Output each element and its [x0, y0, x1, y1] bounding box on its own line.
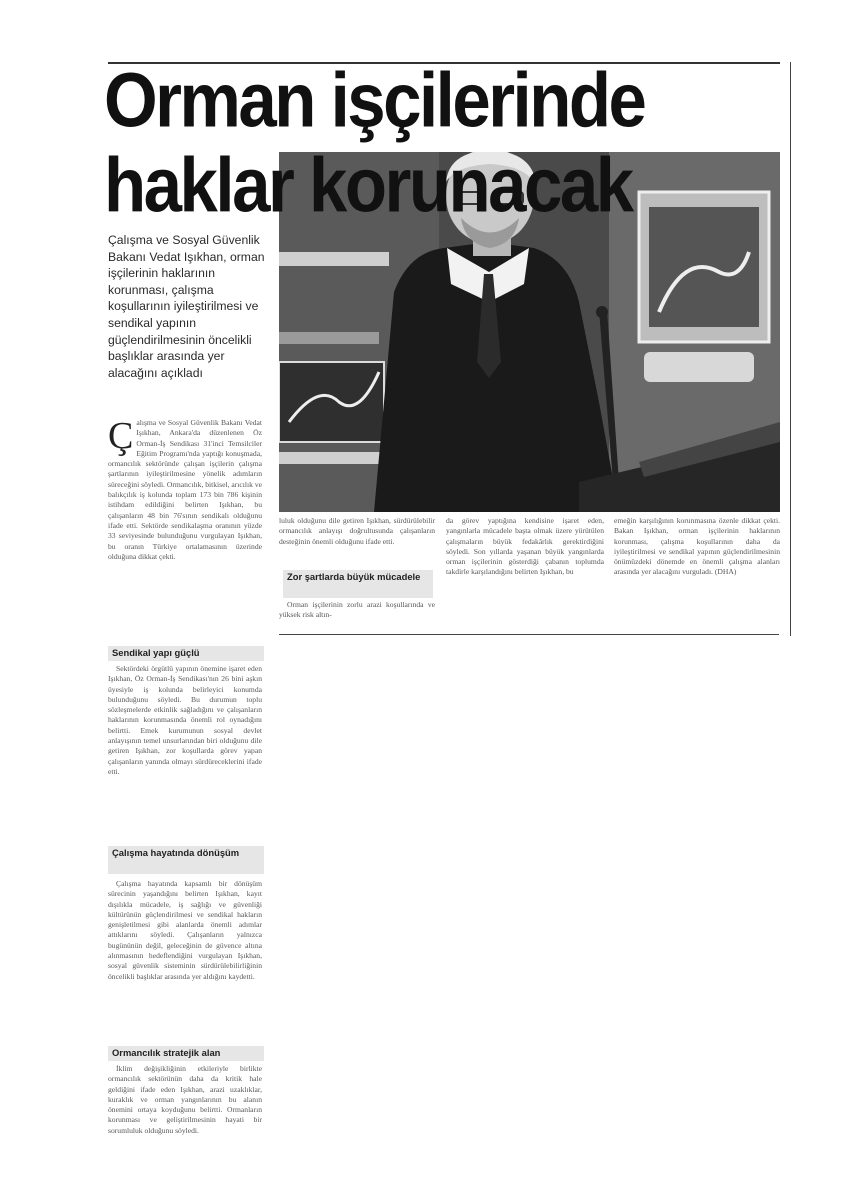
column-2-text-2: Orman işçilerinin zorlu arazi koşullarında ve yüksek risk altın-	[279, 600, 435, 620]
column-4-text: emeğin karşılığının korunmasına özenle dikkat çekti. Bakan Işıkhan, orman işçilerinin haklarının korunması, çalışma koşullarının daha da iyileştirilmesi ve sendikal yapının güçlendirilmesinin önümüzdeki dönemde en önemli çalışma alanları arasında yer alacağını vurguladı. (DHA)	[614, 516, 780, 577]
intro-paragraph: Çalışma ve Sosyal Güvenlik Bakanı Vedat Işıkhan, orman işçilerinin haklarının korunması, çalışma koşullarının iyileştirilmesi ve sendikal yapının güçlendirilmesinin öncelikli başlıklar arasında yer alacağını açıkladı	[108, 233, 265, 380]
column-1-text-3: Çalışma hayatında kapsamlı bir dönüşüm sürecinin yaşandığını belirten Işıkhan, kayıt dışılıkla mücadele, iş sağlığı ve güvenliği kültürünün güçlendirilmesi ve sendikal hakların genişletilmesi gibi alanlarda önemli adımlar attıklarını söyledi. Çalışanların yalnızca bugününün değil, geleceğinin de güvence altına alınmasının hedeflendiğini vurgulayan Işıkhan, sosyal güvenlik sisteminin sürdürülebilirliğinin öncelikli başlıklar arasında yer aldığını kaydetti.	[108, 879, 262, 981]
column-1-text-2: Sektördeki örgütlü yapının önemine işaret eden Işıkhan, Öz Orman-İş Sendikası'nın 26 bini aşkın üyesiyle iş kolunda belirleyici konumda bulunduğunu söyledi. Bu durumun toplu sözleşmelerde etkinlik sağladığını ve çalışanların haklarının korunmasında önemli rol oynadığını belirtti. Emek kurumunun sosyal devlet anlayışının temel unsurlarından biri olduğunu dile getiren Işıkhan, zor koşullarda görev yapan çalışanların yanında olmayı sürdüreceklerini ifade etti.	[108, 664, 262, 776]
headline: Orman işçilerinde haklar korunacak	[104, 56, 645, 229]
subhead-ormancilik: Ormancılık stratejik alan	[108, 1046, 264, 1061]
column-4	[614, 516, 780, 630]
column-1-text: alışma ve Sosyal Güvenlik Bakanı Vedat Işıkhan, Ankara'da düzenlenen Öz Orman-İş Sendikası 31'inci Temsilciler Eğitim Programı'nda yaptığı konuşmada, ormancılık sektöründe çalışan işçilerin çalışma şartlarının iyileştirilmesine yönelik adımların süreceğini söyledi. Ormancılık, bitkisel, arıcılık ve balıkçılık iş kolunda toplam 173 bin 786 kişinin istihdam edildiğini belirten Işıkhan, bu çalışanların 48 bin 76'sının sendikalı olduğunu ifade etti. Sektörde sendikalaşma oranının yüzde 33 seviyesinde bulunduğunu vurgulayan Işıkhan, bu oranın Türkiye ortalamasının üzerinde olduğuna dikkat çekti.	[108, 418, 262, 561]
column-3-text: da görev yaptığına kendisine işaret eden, yangınlarla mücadele başta olmak üzere yürütülen çalışmaların büyük fedakârlık gerektirdiğini söyledi. Son yıllarda yaşanan büyük yangınlarda orman işçilerinin gösterdiği çabanın toplumda takdirle karşılandığını belirten Işıkhan, bu	[446, 516, 604, 577]
bottom-rule	[279, 634, 779, 635]
subhead-sendikal: Sendikal yapı güçlü	[108, 646, 264, 661]
column-3	[446, 516, 604, 630]
column-2-text: luluk olduğunu dile getiren Işıkhan, sürdürülebilir ormancılık anlayışı doğrultusunda çalışanların desteğinin önemli olduğunu ifade etti.	[279, 516, 435, 546]
column-1-block-4	[108, 1064, 262, 1164]
dropcap: Ç	[108, 418, 134, 457]
column-1-block-2	[108, 664, 262, 844]
column-1-text-4: İklim değişikliğinin etkileriyle birlikte ormancılık sektörünün daha da kritik hale geldiğini ifade eden Işıkhan, arazi uzaklıklar, kuraklık ve orman yangınlarının bu alanın önemini ortaya koyduğunu belirtti. Ormanların korunması ve geliştirilmesinin hayati bir sorumluluk olduğunu söyledi.	[108, 1064, 262, 1135]
subhead-zor-sartlarda: Zor şartlarda büyük mücadele	[283, 570, 433, 598]
column-2-block-2	[279, 600, 435, 630]
column-1	[108, 418, 262, 643]
column-1-block-3	[108, 879, 262, 1041]
column-2	[279, 516, 435, 568]
subhead-calisma-hayati: Çalışma hayatında dönüşüm	[108, 846, 264, 874]
